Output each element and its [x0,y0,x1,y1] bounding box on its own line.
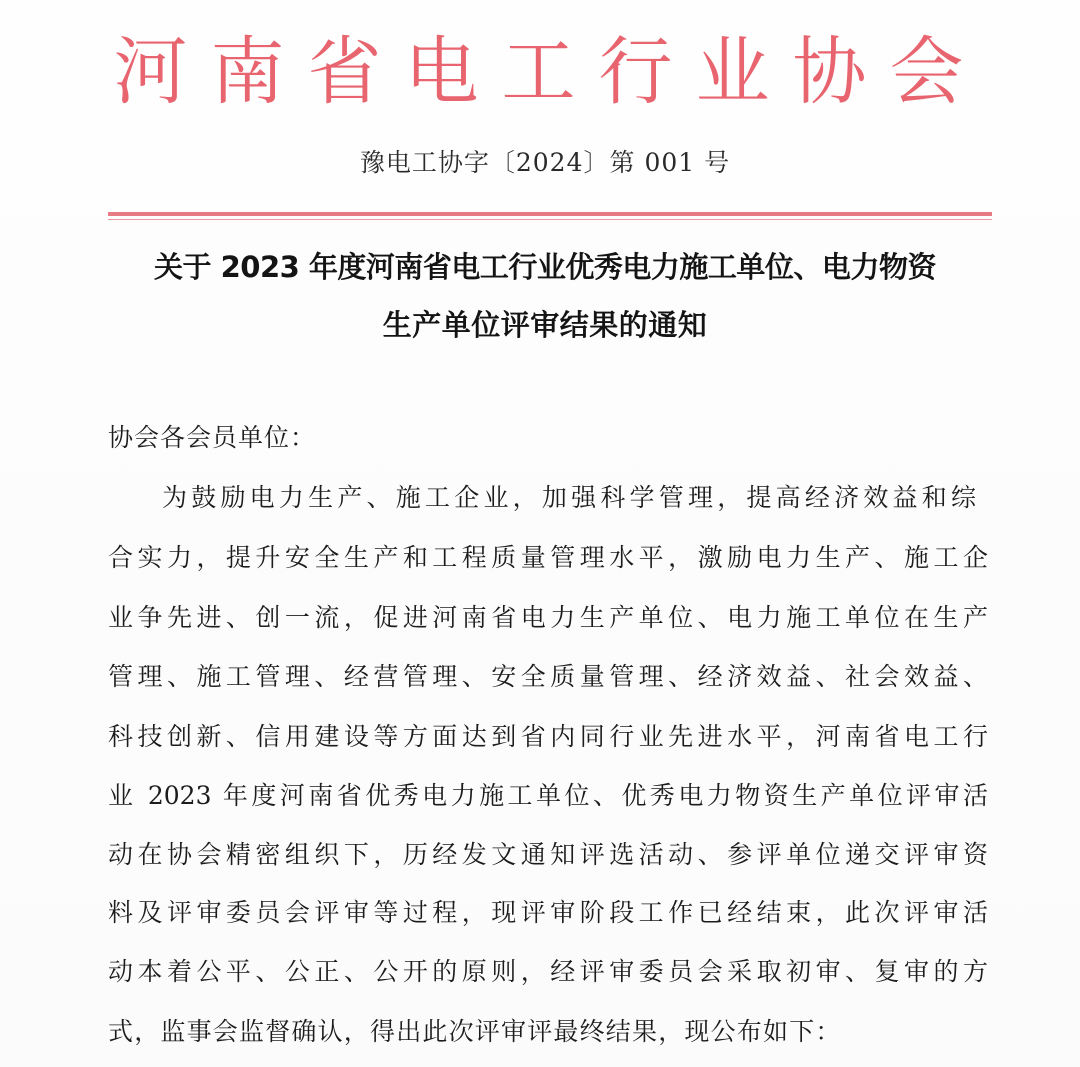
body-paragraph-line: 动本着公平、公正、公开的原则，经评审委员会采取初审、复审的方 [108,957,988,986]
red-header-divider [108,212,992,220]
salutation: 协会各会员单位： [108,423,317,452]
organization-masthead: 河南省电工行业协会 [113,29,987,115]
document-number: 豫电工协字〔2024〕第 001 号 [359,148,731,177]
body-paragraph-line: 科技创新、信用建设等方面达到省内同行业先进水平，河南省电工行 [108,722,988,751]
body-paragraph-line: 式，监事会监督确认，得出此次评审评最终结果，现公布如下： [108,1017,842,1046]
notice-title-line-2: 生产单位评审结果的通知 [382,308,708,342]
body-paragraph-line: 业 2023 年度河南省优秀电力施工单位、优秀电力物资生产单位评审活 [108,781,988,810]
body-paragraph-line: 合实力，提升安全生产和工程质量管理水平，激励电力生产、施工企 [108,543,988,572]
notice-title-line-1: 关于 2023 年度河南省电工行业优秀电力施工单位、电力物资 [154,250,936,284]
body-paragraph-line: 业争先进、创一流，促进河南省电力生产单位、电力施工单位在生产 [108,603,988,632]
body-paragraph-line: 动在协会精密组织下，历经发文通知评选活动、参评单位递交评审资 [108,840,988,869]
body-paragraph-line: 料及评审委员会评审等过程，现评审阶段工作已经结束，此次评审活 [108,898,988,927]
body-paragraph-line: 管理、施工管理、经营管理、安全质量管理、经济效益、社会效益、 [108,662,988,691]
body-paragraph-line: 为鼓励电力生产、施工企业，加强科学管理，提高经济效益和综 [162,483,976,512]
